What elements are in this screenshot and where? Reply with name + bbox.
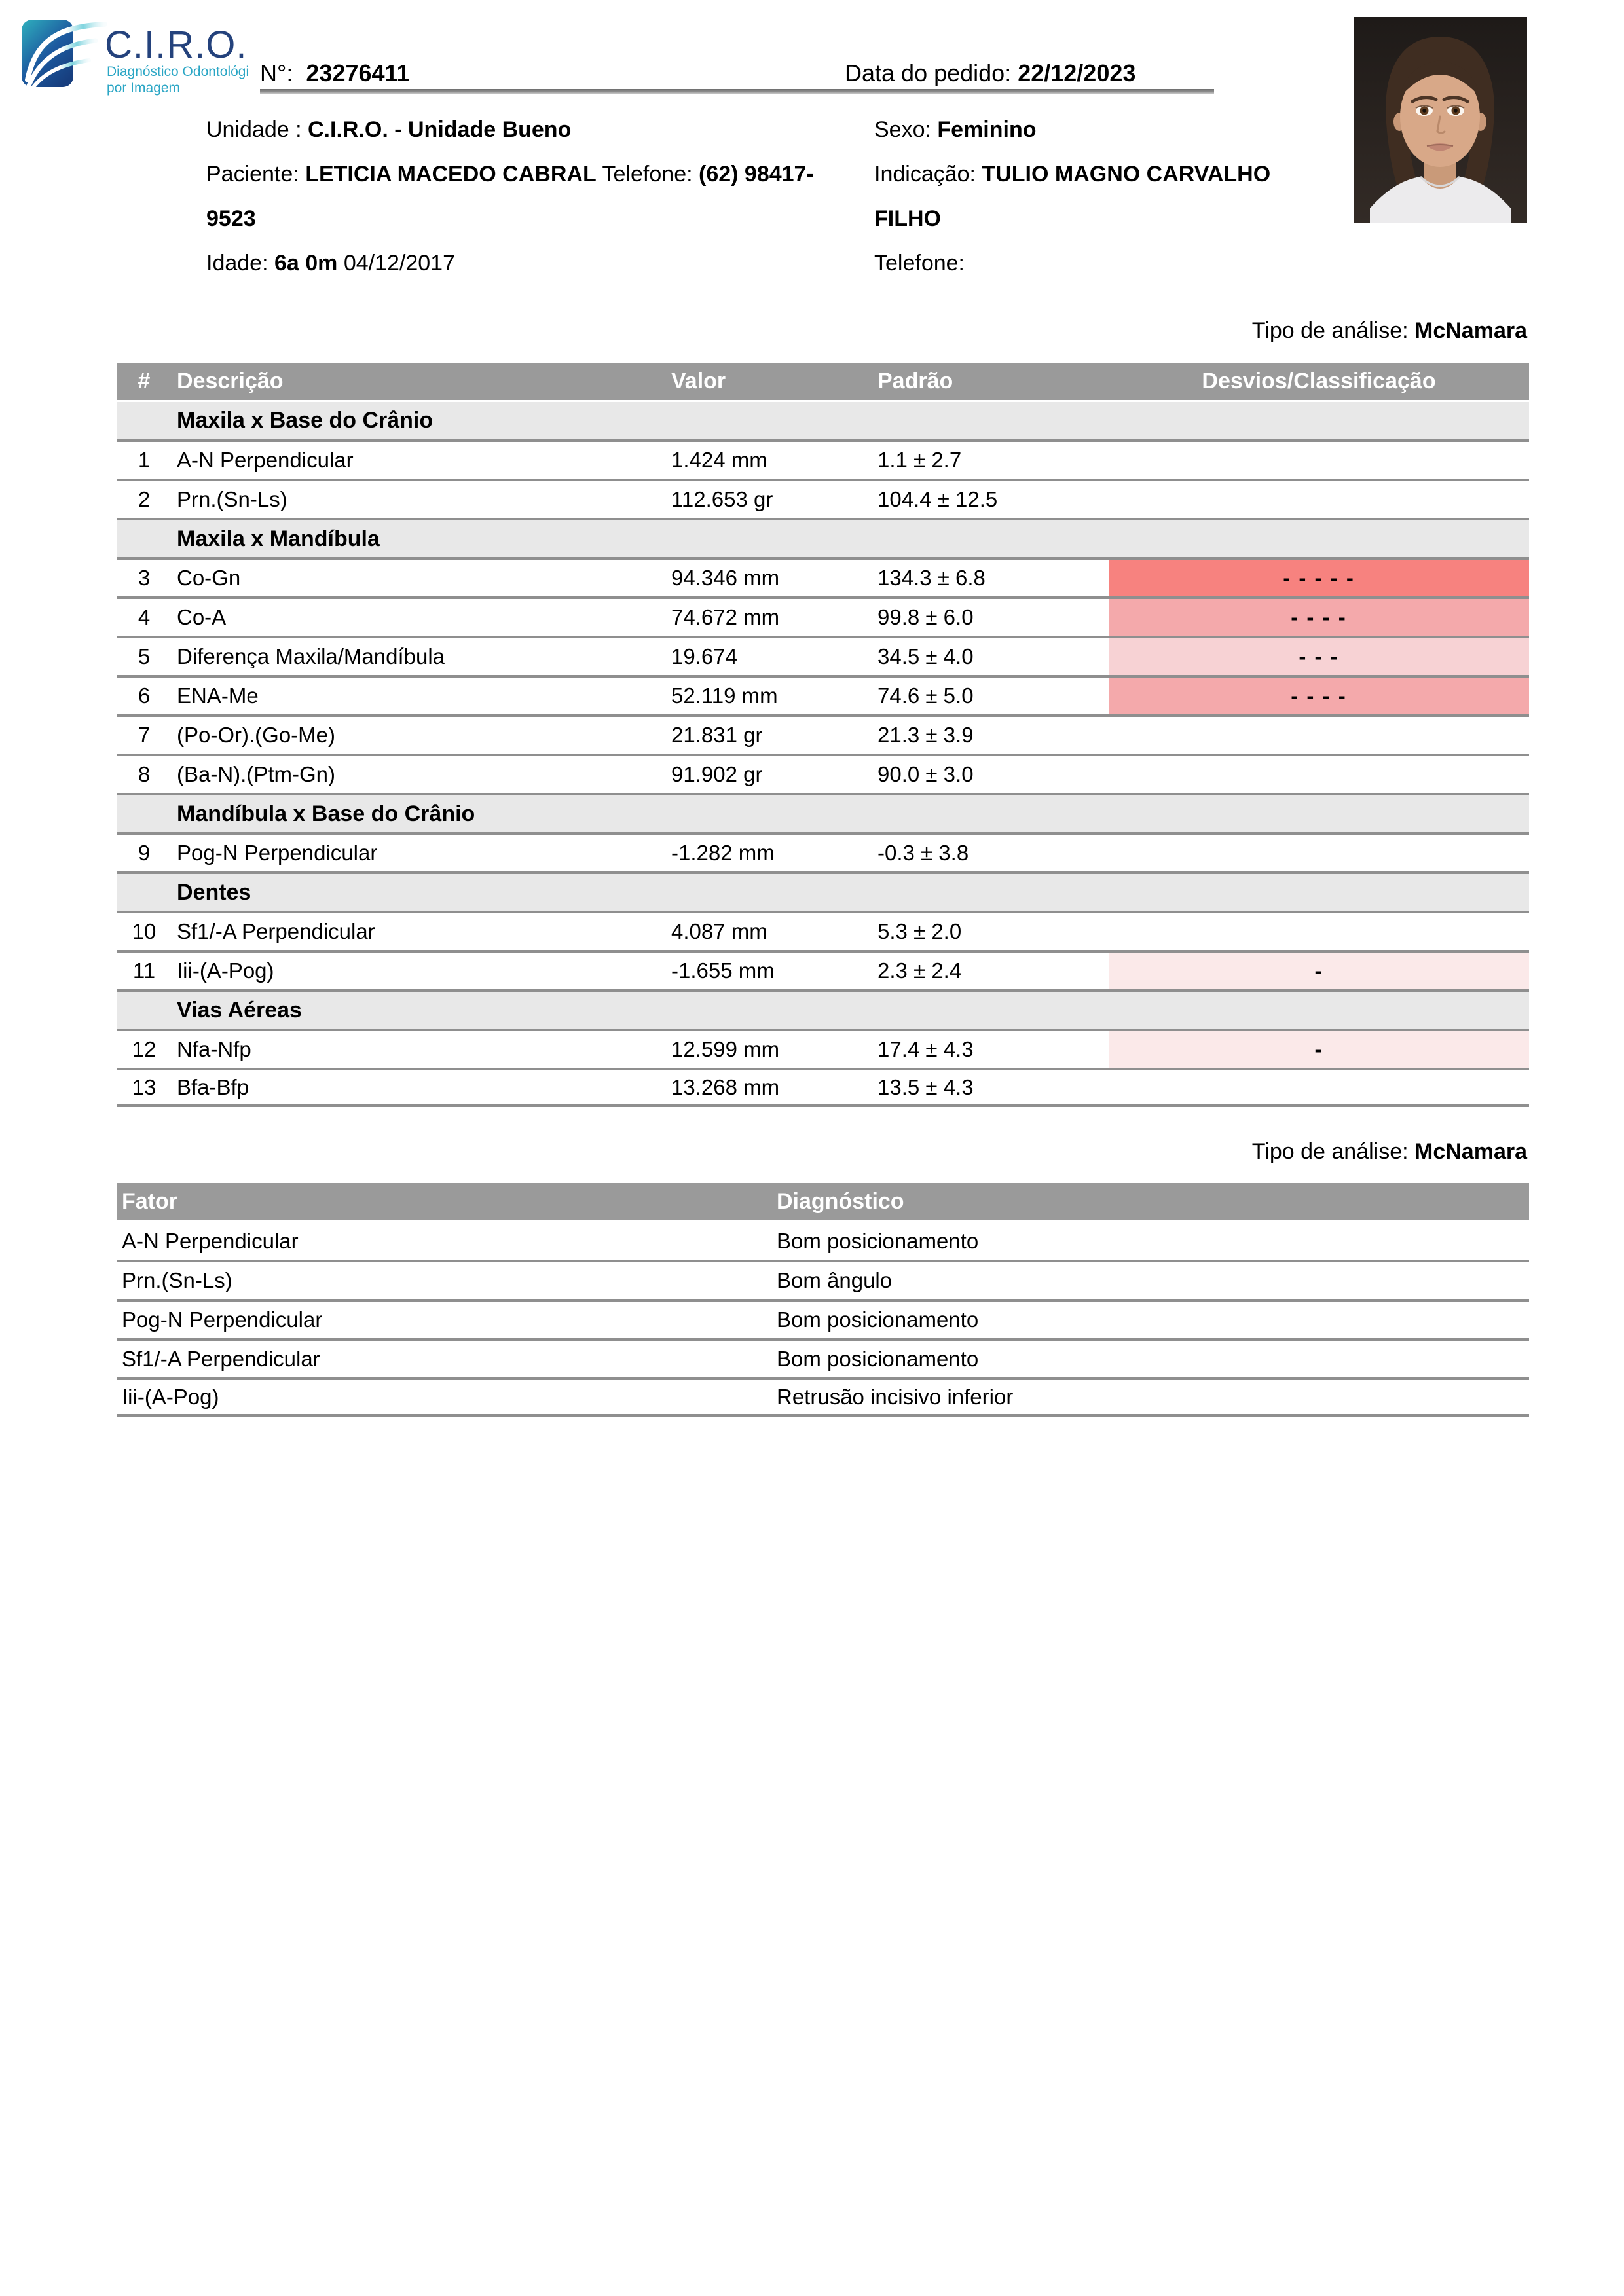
order-number-label: N°:	[260, 60, 306, 86]
patient-info-segment: Telefone:	[874, 250, 965, 276]
ciro-logo	[13, 7, 249, 105]
cell-num: 4	[138, 605, 151, 629]
cell-desvio: - - - - -	[1109, 560, 1529, 596]
diagnosis-table	[117, 1183, 1529, 1417]
cell-valor: 4.087 mm	[671, 919, 767, 943]
cell-desvio	[1109, 913, 1529, 950]
patient-info-segment: TULIO MAGNO CARVALHO	[982, 161, 1271, 187]
cell-descricao: Prn.(Sn-Ls)	[177, 487, 287, 511]
patient-info-line	[874, 107, 1346, 152]
cell-fator: Prn.(Sn-Ls)	[122, 1268, 232, 1292]
cell-descricao: Bfa-Bfp	[177, 1075, 249, 1099]
table-row	[117, 1377, 1529, 1417]
header-desvios: Desvios/Classificação	[1202, 369, 1436, 393]
table-row	[117, 911, 1529, 950]
cell-desvio	[1109, 1070, 1529, 1104]
cell-diagnostico: Bom posicionamento	[777, 1307, 979, 1332]
cell-desvio: - - -	[1109, 638, 1529, 675]
analysis-type-label: Tipo de análise:	[1251, 1139, 1415, 1164]
analysis-type-top	[1252, 318, 1527, 344]
patient-info-segment: Idade:	[206, 250, 274, 276]
header-descricao: Descrição	[177, 369, 284, 393]
analysis-type-bottom	[1252, 1139, 1527, 1165]
table-row	[117, 754, 1529, 793]
cell-desvio: -	[1109, 953, 1529, 989]
patient-info-segment: 9523	[206, 206, 256, 231]
cell-num: 12	[132, 1037, 157, 1061]
cell-descricao: Pog-N Perpendicular	[177, 841, 378, 865]
patient-info-segment: Telefone:	[596, 161, 699, 187]
header-fator: Fator	[122, 1189, 177, 1214]
logo-brand-text: C.I.R.O.	[105, 24, 248, 66]
cell-fator: A-N Perpendicular	[122, 1228, 299, 1253]
table-row	[117, 439, 1529, 479]
patient-photo-graphic	[1354, 17, 1527, 223]
cell-num: 1	[138, 448, 151, 472]
table-section-row	[117, 793, 1529, 832]
cell-valor: 13.268 mm	[671, 1075, 780, 1099]
cell-descricao: Diferença Maxila/Mandíbula	[177, 644, 445, 668]
cell-descricao: Iii-(A-Pog)	[177, 958, 274, 983]
header-padrao: Padrão	[877, 369, 953, 393]
section-label: Dentes	[177, 879, 251, 905]
order-date-line	[845, 59, 1135, 88]
cell-descricao: ENA-Me	[177, 683, 259, 708]
cell-desvio: - - - -	[1109, 678, 1529, 714]
table-row	[117, 832, 1529, 871]
cell-descricao: Sf1/-A Perpendicular	[177, 919, 375, 943]
cell-padrao: 99.8 ± 6.0	[877, 605, 974, 629]
cell-diagnostico: Retrusão incisivo inferior	[777, 1385, 1014, 1409]
patient-info-line	[206, 152, 855, 196]
cell-padrao: 21.3 ± 3.9	[877, 723, 974, 747]
patient-info-line	[206, 241, 855, 285]
cell-diagnostico: Bom posicionamento	[777, 1228, 979, 1253]
table-section-row	[117, 871, 1529, 911]
cell-descricao: Co-Gn	[177, 566, 241, 590]
cell-fator: Sf1/-A Perpendicular	[122, 1347, 320, 1371]
cell-diagnostico: Bom ângulo	[777, 1268, 893, 1292]
cell-num: 6	[138, 683, 151, 708]
cell-num: 11	[132, 958, 156, 983]
table-row	[117, 950, 1529, 989]
cell-descricao: A-N Perpendicular	[177, 448, 354, 472]
table-row	[117, 557, 1529, 596]
cell-padrao: 104.4 ± 12.5	[877, 487, 998, 511]
patient-info-segment: Unidade :	[206, 117, 308, 142]
cell-num: 3	[138, 566, 151, 590]
table-row	[117, 1029, 1529, 1068]
cell-num: 2	[138, 487, 151, 511]
diagnosis-table-header	[117, 1183, 1529, 1220]
cell-num: 5	[138, 644, 151, 668]
section-label: Maxila x Mandíbula	[177, 526, 380, 551]
cell-padrao: 5.3 ± 2.0	[877, 919, 962, 943]
measurements-table-body	[117, 400, 1529, 1107]
patient-info-segment: Sexo:	[874, 117, 938, 142]
cell-descricao: (Po-Or).(Go-Me)	[177, 723, 335, 747]
patient-info-line	[874, 196, 1346, 241]
cell-descricao: (Ba-N).(Ptm-Gn)	[177, 762, 335, 786]
cell-padrao: 17.4 ± 4.3	[877, 1037, 974, 1061]
cell-desvio: -	[1109, 1031, 1529, 1068]
header-divider	[260, 89, 1214, 94]
ciro-logo-graphic	[13, 7, 249, 105]
cell-num: 8	[138, 762, 151, 786]
cell-padrao: 134.3 ± 6.8	[877, 566, 986, 590]
patient-info-line	[874, 241, 1346, 285]
diagnosis-table-body	[117, 1220, 1529, 1417]
cell-valor: 21.831 gr	[671, 723, 763, 747]
table-row	[117, 714, 1529, 754]
cell-padrao: 13.5 ± 4.3	[877, 1075, 974, 1099]
patient-info-line	[206, 196, 855, 241]
cell-padrao: 90.0 ± 3.0	[877, 762, 974, 786]
cell-valor: 91.902 gr	[671, 762, 763, 786]
cell-desvio: - - - -	[1109, 599, 1529, 636]
section-label: Mandíbula x Base do Crânio	[177, 801, 475, 826]
cell-valor: 1.424 mm	[671, 448, 767, 472]
cell-valor: -1.655 mm	[671, 958, 775, 983]
cell-padrao: 74.6 ± 5.0	[877, 683, 974, 708]
table-row	[117, 596, 1529, 636]
cell-valor: 19.674	[671, 644, 737, 668]
table-row	[117, 636, 1529, 675]
table-row	[117, 1260, 1529, 1299]
order-number-line	[260, 59, 410, 88]
cell-diagnostico: Bom posicionamento	[777, 1347, 979, 1371]
cell-fator: Pog-N Perpendicular	[122, 1307, 323, 1332]
cell-padrao: -0.3 ± 3.8	[877, 841, 969, 865]
cell-desvio	[1109, 481, 1529, 518]
table-section-row	[117, 989, 1529, 1029]
patient-info-segment: FILHO	[874, 206, 941, 231]
table-section-row	[117, 400, 1529, 439]
cell-num: 13	[132, 1075, 157, 1099]
section-label: Maxila x Base do Crânio	[177, 408, 434, 433]
cell-fator: Iii-(A-Pog)	[122, 1385, 219, 1409]
patient-info-segment: (62) 98417-	[699, 161, 814, 187]
table-row	[117, 1338, 1529, 1377]
cell-desvio	[1109, 442, 1529, 479]
order-date-label: Data do pedido:	[845, 60, 1018, 86]
table-row	[117, 675, 1529, 714]
cell-valor: 74.672 mm	[671, 605, 780, 629]
cell-valor: 52.119 mm	[671, 683, 778, 708]
patient-info-segment: LETICIA MACEDO CABRAL	[305, 161, 597, 187]
patient-photo	[1354, 17, 1527, 223]
order-date-value: 22/12/2023	[1018, 60, 1136, 86]
cell-desvio	[1109, 756, 1529, 793]
analysis-type-label: Tipo de análise:	[1251, 318, 1415, 343]
cell-padrao: 34.5 ± 4.0	[877, 644, 974, 668]
patient-info-line	[874, 152, 1346, 196]
logo-subtitle-1: Diagnóstico Odontológico	[107, 64, 249, 79]
table-section-row	[117, 518, 1529, 557]
logo-subtitle-2: por Imagem	[107, 81, 181, 96]
cell-padrao: 1.1 ± 2.7	[877, 448, 962, 472]
patient-info-segment: Feminino	[937, 117, 1037, 142]
cell-descricao: Nfa-Nfp	[177, 1037, 251, 1061]
cell-desvio	[1109, 835, 1529, 871]
analysis-type-value: McNamara	[1414, 1139, 1527, 1164]
table-row	[117, 1220, 1529, 1260]
patient-info-left	[206, 107, 855, 285]
patient-info-right	[874, 107, 1346, 285]
cell-valor: 112.653 gr	[671, 487, 773, 511]
measurements-table-header	[117, 363, 1529, 400]
header-num: #	[138, 369, 151, 393]
table-row	[117, 1299, 1529, 1338]
table-row	[117, 1068, 1529, 1107]
patient-info-segment: 6a 0m	[274, 250, 338, 276]
cell-descricao: Co-A	[177, 605, 227, 629]
analysis-type-value: McNamara	[1414, 318, 1527, 343]
cell-padrao: 2.3 ± 2.4	[877, 958, 962, 983]
cell-valor: 12.599 mm	[671, 1037, 780, 1061]
cell-num: 7	[138, 723, 151, 747]
section-label: Vias Aéreas	[177, 997, 302, 1023]
measurements-table	[117, 363, 1529, 1107]
patient-info-segment: C.I.R.O. - Unidade Bueno	[308, 117, 572, 142]
patient-info-segment: Paciente:	[206, 161, 306, 187]
patient-info-line	[206, 107, 855, 152]
header-diagnostico: Diagnóstico	[777, 1189, 904, 1214]
cell-valor: 94.346 mm	[671, 566, 780, 590]
header-valor: Valor	[671, 369, 726, 393]
cell-num: 10	[132, 919, 157, 943]
patient-info-segment: Indicação:	[874, 161, 982, 187]
order-number-value: 23276411	[306, 60, 410, 86]
table-row	[117, 479, 1529, 518]
cell-valor: -1.282 mm	[671, 841, 775, 865]
cell-desvio	[1109, 717, 1529, 754]
cell-num: 9	[138, 841, 151, 865]
patient-info-segment: 04/12/2017	[337, 250, 456, 276]
